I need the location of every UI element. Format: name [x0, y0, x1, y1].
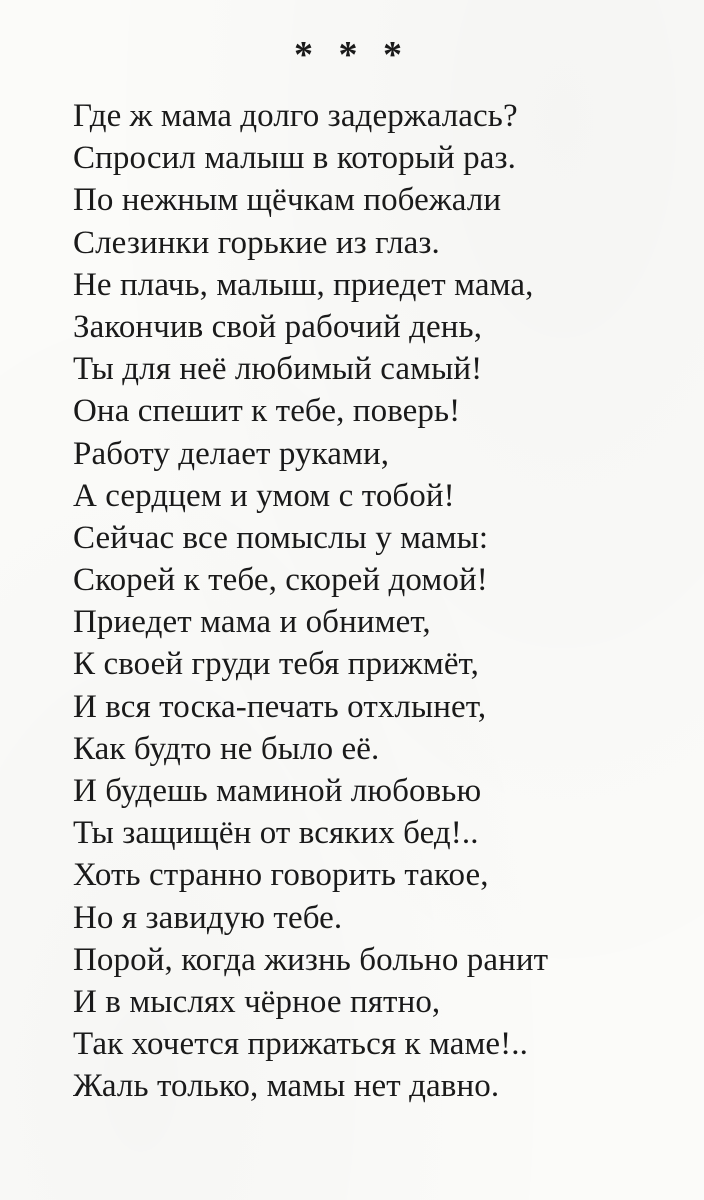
poem-line: Работу делает руками, [73, 435, 390, 472]
poem-text [73, 95, 683, 1108]
poem-line: Не плачь, малыш, приедет мама, [73, 266, 534, 303]
poem-line: Скорей к тебе, скорей домой! [73, 562, 488, 599]
poem-line: И вся тоска-печать отхлынет, [73, 688, 487, 725]
poem-line: Приедет мама и обнимет, [73, 604, 431, 641]
poem-line: Так хочется прижаться к маме!.. [73, 1026, 528, 1063]
poem-line: Где ж мама долго задержалась? [73, 98, 518, 134]
poem-line: Спросил малыш в который раз. [73, 140, 516, 177]
poem-line: И в мыслях чёрное пятно, [73, 983, 441, 1020]
poem-line: К своей груди тебя прижмёт, [73, 646, 479, 683]
poem-line: Сейчас все помыслы у мамы: [73, 519, 489, 556]
poem-line: Ты для неё любимый самый! [73, 351, 483, 388]
poem-line: Ты защищён от всяких бед!.. [73, 815, 479, 852]
poem-line: Закончив свой рабочий день, [73, 308, 483, 345]
poem-line: Но я завидую тебе. [73, 899, 343, 936]
poem-line: Слезинки горькие из глаз. [73, 224, 440, 261]
poem-line: Жаль только, мамы нет давно. [73, 1068, 500, 1105]
poem-line: Она спешит к тебе, поверь! [73, 393, 461, 430]
poem-line: И будешь маминой любовью [73, 773, 482, 809]
poem-line: А сердцем и умом с тобой! [73, 477, 455, 514]
poem-line: Порой, когда жизнь больно ранит [73, 941, 549, 978]
section-separator: * * * [294, 34, 410, 76]
poem-line: По нежным щёчкам побежали [73, 182, 502, 219]
poem-line: Как будто не было её. [73, 730, 380, 767]
poem-line: Хоть странно говорить такое, [73, 857, 489, 894]
